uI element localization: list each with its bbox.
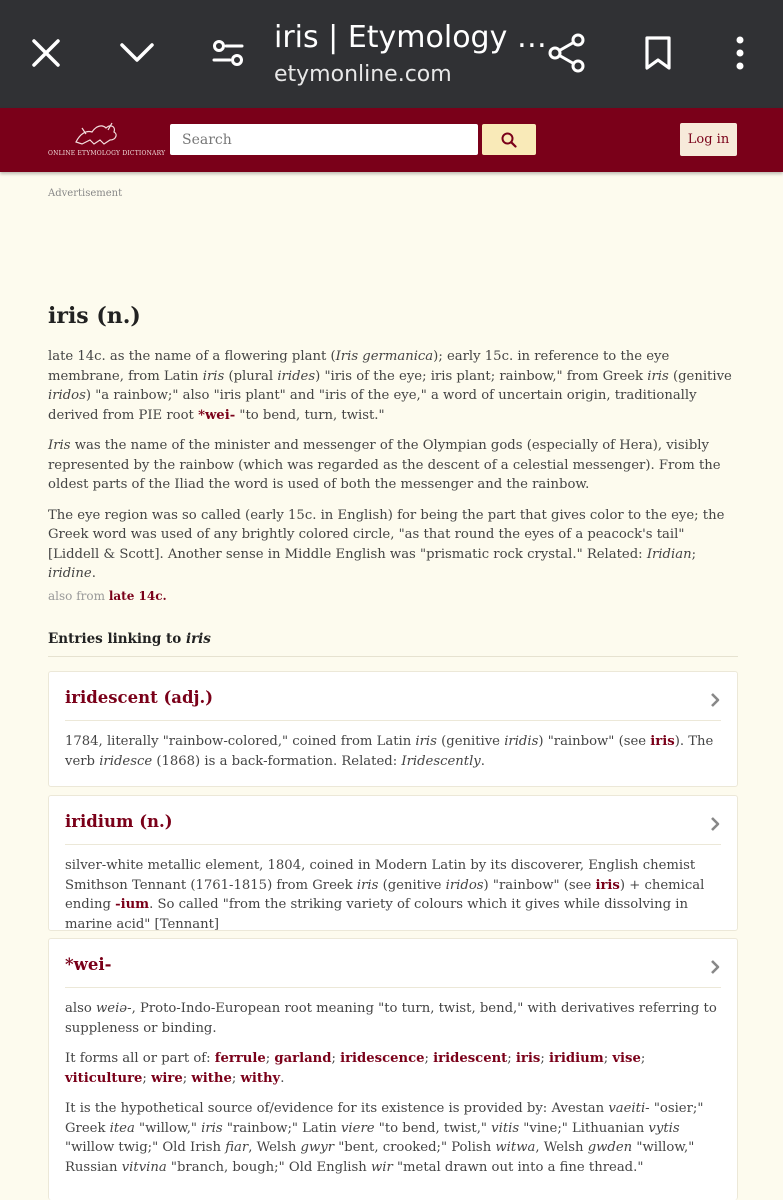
- divider: [48, 656, 738, 657]
- entry-title: iris (n.): [48, 303, 141, 329]
- search-input[interactable]: [170, 124, 478, 155]
- divider: [65, 844, 721, 845]
- divider: [65, 987, 721, 988]
- also-from-date-link[interactable]: late 14c.: [108, 588, 167, 603]
- linked-entry-card[interactable]: [48, 938, 738, 1200]
- bookmark-icon[interactable]: [633, 28, 683, 78]
- chevron-right-icon[interactable]: [709, 959, 721, 975]
- linked-entry-card[interactable]: [48, 795, 738, 931]
- logo-text: ONLINE ETYMOLOGY DICTIONARY: [48, 150, 166, 157]
- linked-entry-title[interactable]: *wei-: [65, 955, 112, 974]
- entry-paragraph: Iris was the name of the minister and messenger of the Olympian gods (especially of Hera), visibly represented by the rainbow (which was regarded as the descent of a celestial messenger). From the oldest parts of the Iliad the word is used of both the messenger and the rainbow.: [48, 438, 721, 492]
- advertisement-label: Advertisement: [48, 188, 123, 199]
- entry-paragraph: The eye region was so called (early 15c. in English) for being the part that gives color to the eye; the Greek word was used of any brightly colored circle, "as that round the eyes of a peacock's tail" [Liddell & Scott]. Another sense in Middle English was "prismatic rock crystal." Related: Iridian; iridine.: [48, 507, 725, 581]
- share-icon[interactable]: [542, 28, 592, 78]
- search-icon: [501, 132, 517, 148]
- entry-main: [48, 303, 738, 603]
- search-button[interactable]: [482, 124, 536, 155]
- chevron-down-icon[interactable]: [112, 28, 162, 78]
- linked-entry-text: also weiə-, Proto-Indo-European root meaning "to turn, twist, bend," with derivatives referring to suppleness or binding. It forms all or part of: ferrule; garland; iridescence; iridescent; iris; iridium; vise; viticulture; wire; withe; withy. It is the hypothetical source of/evidence for its existence is provided by: Avestan vaeiti- "osier;" Greek itea "willow," iris "rainbow;" Latin viere "to bend, twist," vitis "vine;" Lithuanian vytis "willow twig;" Old Irish fiar, Welsh gwyr "bent, crooked;" Polish witwa, Welsh gwden "willow," Russian vitvina "branch, bough;" Old English wir "metal drawn out into a fine thread.": [65, 1001, 717, 1175]
- browser-toolbar: [0, 0, 783, 108]
- linked-entry-title[interactable]: iridescent (adj.): [65, 688, 214, 707]
- browser-tab-title[interactable]: iris | Etymology …: [274, 20, 547, 55]
- login-button[interactable]: Log in: [680, 123, 737, 156]
- linked-entry-text: 1784, literally "rainbow-colored," coined from Latin iris (genitive iridis) "rainbow" (see iris). The verb iridesce (1868) is a back-formation. Related: Iridescently.: [65, 734, 714, 769]
- site-header: [0, 108, 783, 172]
- chevron-right-icon[interactable]: [709, 816, 721, 832]
- linked-entry-text: silver-white metallic element, 1804, coined in Modern Latin by its discoverer, English chemist Smithson Tennant (1761-1815) from Greek iris (genitive iridos) "rainbow" (see iris) + chemical ending -ium. So called "from the striking variety of colours which it gives while dissolving in marine acid" [Tennant]: [65, 858, 705, 932]
- browser-url[interactable]: etymonline.com: [274, 62, 452, 87]
- close-icon[interactable]: [21, 28, 71, 78]
- linked-entry-title[interactable]: iridium (n.): [65, 812, 173, 831]
- entry-paragraph: late 14c. as the name of a flowering plant (Iris germanica); early 15c. in reference to the eye membrane, from Latin iris (plural irides) "iris of the eye; iris plant; rainbow," from Greek iris (genitive iridos) "a rainbow;" also "iris plant" and "iris of the eye," a word of uncertain origin, traditionally derived from PIE root *wei- "to bend, turn, twist.": [48, 349, 732, 423]
- chevron-right-icon[interactable]: [709, 692, 721, 708]
- more-menu-icon[interactable]: [715, 28, 765, 78]
- site-settings-icon[interactable]: [203, 28, 253, 78]
- linking-heading: Entries linking to iris: [48, 631, 211, 647]
- linked-entry-card[interactable]: [48, 671, 738, 787]
- also-from: also from late 14c.: [48, 588, 167, 603]
- divider: [65, 720, 721, 721]
